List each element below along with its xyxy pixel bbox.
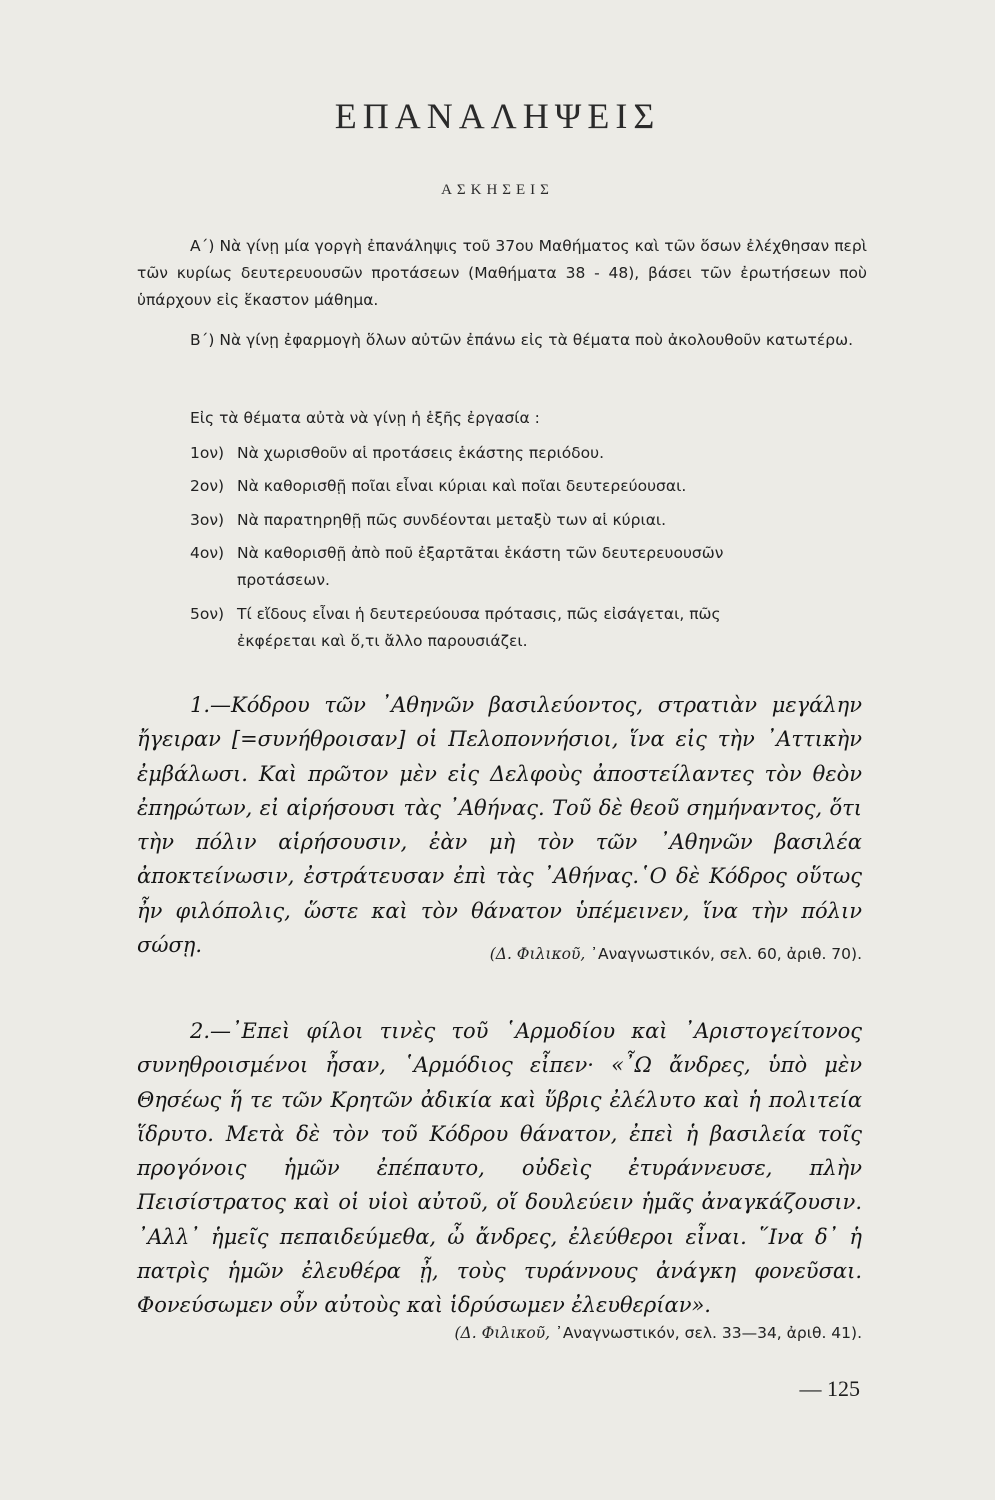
exercise-a: Α΄) Νὰ γίνῃ μία γοργὴ ἐπανάληψις τοῦ 37ου Μαθήματος καὶ τῶν ὅσων ἐλέχθησαν περὶ τῶν κυρίως δευτερευουσῶν προτάσεων (Μαθήματα 38 - 48), βάσει τῶν ἐρωτήσεων ποὺ ὑπάρχουν εἰς ἕκαστον μάθημα. — [137, 237, 867, 309]
citation-source: ᾿Αναγνωστικόν, σελ. 60, ἀριθ. 70). — [590, 945, 862, 963]
task-number: 4ον) — [190, 544, 225, 562]
task-item-2 — [190, 473, 870, 500]
task-number: 2ον) — [190, 477, 225, 495]
task-item-3 — [190, 507, 870, 534]
task-number: 1ον) — [190, 444, 225, 462]
section-subtitle: ΑΣΚΗΣΕΙΣ — [441, 182, 554, 198]
page-number: — 125 — [799, 1376, 860, 1401]
citation-1 — [490, 945, 862, 963]
task-text-continued: προτάσεων. — [237, 571, 330, 589]
task-number: 5ον) — [190, 605, 225, 623]
task-text: Νὰ χωρισθοῦν αἱ προτάσεις ἑκάστης περιόδου. — [237, 444, 605, 462]
task-number: 3ον) — [190, 511, 225, 529]
task-text: Νὰ παρατηρηθῇ πῶς συνδέονται μεταξὺ των αἱ κύριαι. — [237, 511, 667, 529]
passage-1: 1.—Κόδρου τῶν ᾿Αθηνῶν βασιλεύοντος, στρατιὰν μεγάλην ἤγειραν [=συνήθροισαν] οἱ Πελοποννήσιοι, ἵνα εἰς τὴν ᾿Αττικὴν ἐμβάλωσι. Καὶ πρῶτον μὲν εἰς Δελφοὺς ἀποστείλαντες τὸν θεὸν ἐπηρώτων, εἰ αἱρήσουσι τὰς ᾿Αθήνας. Τοῦ δὲ θεοῦ σημήναντος, ὅτι τὴν πόλιν αἱρήσουσιν, ἐὰν μὴ τὸν τῶν ᾿Αθηνῶν βασιλέα ἀποκτείνωσιν, ἐστράτευσαν ἐπὶ τὰς ᾿Αθήνας.῾Ο δὲ Κόδρος οὕτως ἦν φιλόπολις, ὥστε καὶ τὸν θάνατον ὑπέμεινεν, ἵνα τὴν πόλιν σώσῃ. — [137, 693, 862, 958]
citation-source: ᾿Αναγνωστικόν, σελ. 33—34, ἀριθ. 41). — [555, 1324, 862, 1342]
task-text: Νὰ καθορισθῇ ποῖαι εἶναι κύριαι καὶ ποῖαι δευτερεύουσαι. — [237, 477, 687, 495]
citation-author: (Δ. Φιλικοῦ, — [489, 945, 586, 963]
task-text-continued: ἐκφέρεται καὶ ὅ,τι ἄλλο παρουσιάζει. — [237, 632, 528, 650]
passage-2: 2.—᾿Επεὶ φίλοι τινὲς τοῦ ῾Αρμοδίου καὶ ᾿Αριστογείτονος συνηθροισμένοι ἦσαν, ῾Αρμόδιος εἶπεν· «῏Ω ἄνδρες, ὑπὸ μὲν Θησέως ἥ τε τῶν Κρητῶν ἀδικία καὶ ὕβρις ἐλέλυτο καὶ ἡ πολιτεία ἵδρυτο. Μετὰ δὲ τὸν τοῦ Κόδρου θάνατον, ἐπεὶ ἡ βασιλεία τοῖς προγόνοις ἡμῶν ἐπέπαυτο, οὐδεὶς ἐτυράννευσε, πλὴν Πεισίστρατος καὶ οἱ υἱοὶ αὐτοῦ, οἵ δουλεύειν ἡμᾶς ἀναγκάζουσιν. ᾿Αλλ᾿ ἡμεῖς πεπαιδεύμεθα, ὦ ἄνδρες, ἐλεύθεροι εἶναι. ῞Ινα δ᾿ ἡ πατρὶς ἡμῶν ἐλευθέρα ᾖ, τοὺς τυράννους ἀνάγκη φονεῦσαι. Φονεύσωμεν οὖν αὐτοὺς καὶ ἱδρύσωμεν ἐλευθερίαν». — [137, 1019, 862, 1318]
citation-2 — [454, 1324, 862, 1342]
citation-author: (Δ. Φιλικοῦ, — [454, 1324, 551, 1342]
task-item-4 — [190, 540, 870, 594]
task-item-5 — [190, 601, 870, 655]
task-text: Τί εἴδους εἶναι ἡ δευτερεύουσα πρότασις, πῶς εἰσάγεται, πῶς — [237, 605, 721, 623]
task-text: Νὰ καθορισθῇ ἀπὸ ποῦ ἐξαρτᾶται ἑκάστη τῶν δευτερευουσῶν — [237, 544, 724, 562]
task-item-1 — [190, 440, 870, 467]
page-title: ΕΠΑΝΑΛΗΨΕΙΣ — [334, 96, 661, 136]
exercise-b: Β΄) Νὰ γίνῃ ἐφαρμογὴ ὅλων αὐτῶν ἐπάνω εἰς τὰ θέματα ποὺ ἀκολουθοῦν κατωτέρω. — [190, 331, 853, 349]
exercise-intro: Εἰς τὰ θέματα αὐτὰ νὰ γίνῃ ἡ ἑξῆς ἐργασία : — [190, 409, 540, 427]
